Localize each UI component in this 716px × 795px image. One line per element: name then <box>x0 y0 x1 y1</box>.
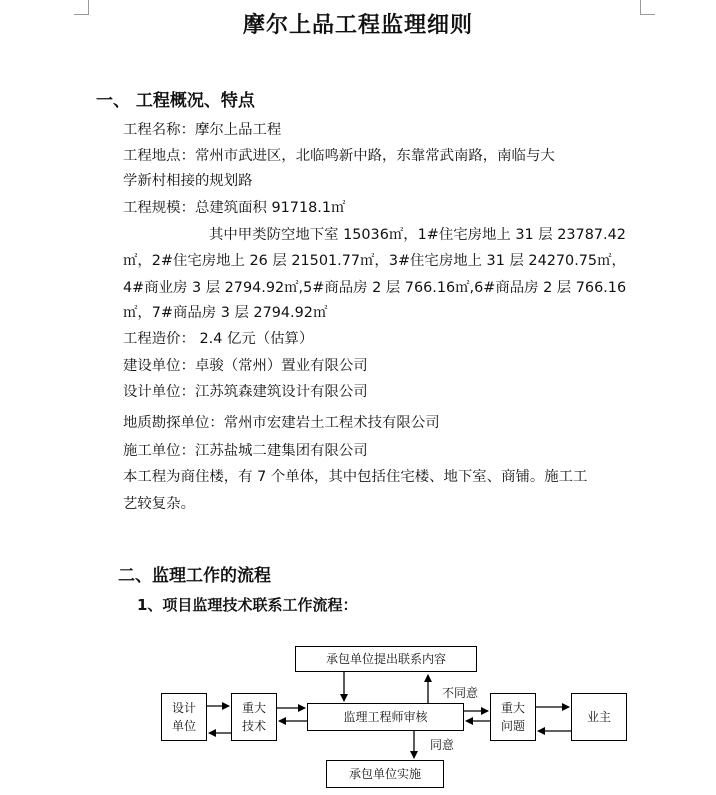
section-2-subheading: 1、项目监理技术联系工作流程： <box>137 596 358 614</box>
agree-label: 同意 <box>430 738 455 752</box>
major-issue-box: 重大问题 <box>490 693 536 741</box>
project-feature-line-cont: 艺较复杂。 <box>123 496 195 512</box>
project-name-line: 工程名称：摩尔上品工程 <box>123 122 282 138</box>
construction-unit-line: 建设单位：卓骏（常州）置业有限公司 <box>123 358 368 374</box>
project-feature-line: 本工程为商住楼，有 7 个单体，其中包括住宅楼、地下室、商铺。施工工 <box>123 469 588 485</box>
section-1-heading: 一、 工程概况、特点 <box>96 91 255 111</box>
engineer-review-box: 监理工程师审核 <box>307 703 464 731</box>
design-unit-line: 设计单位：江苏筑森建筑设计有限公司 <box>123 384 368 400</box>
disagree-label: 不同意 <box>442 686 479 700</box>
section-2-heading: 二、监理工作的流程 <box>118 566 271 586</box>
project-cost-line: 工程造价： 2.4 亿元（估算） <box>123 331 314 347</box>
document-title: 摩尔上品工程监理细则 <box>242 13 473 38</box>
project-scale-detail-line: ㎡，7#商品房 3 层 2794.92㎡ <box>123 305 328 321</box>
project-scale-detail-line: ㎡，2#住宅房地上 26 层 21501.77㎡，3#住宅房地上 31 层 24270.75㎡， <box>123 253 626 269</box>
contractor-line: 施工单位：江苏盐城二建集团有限公司 <box>123 443 368 459</box>
contractor-implement-box: 承包单位实施 <box>326 760 444 788</box>
design-unit-box: 设计单位 <box>161 693 207 741</box>
project-location-line: 工程地点：常州市武进区，北临鸣新中路，东靠常武南路，南临与大 <box>123 148 555 164</box>
survey-unit-line: 地质勘探单位：常州市宏建岩土工程术技有限公司 <box>123 415 440 431</box>
project-location-line-cont: 学新村相接的规划路 <box>123 173 253 189</box>
project-scale-detail-line: 其中甲类防空地下室 15036㎡，1#住宅房地上 31 层 23787.42 <box>209 227 626 243</box>
major-tech-box: 重大技术 <box>231 693 277 741</box>
project-scale-detail-line: 4#商业房 3 层 2794.92㎡,5#商品房 2 层 766.16㎡,6#商品房 2 层 766.16 <box>123 280 627 296</box>
contractor-request-box: 承包单位提出联系内容 <box>295 646 477 672</box>
project-scale-line: 工程规模：总建筑面积 91718.1㎡ <box>123 200 346 216</box>
owner-box: 业主 <box>571 693 627 741</box>
